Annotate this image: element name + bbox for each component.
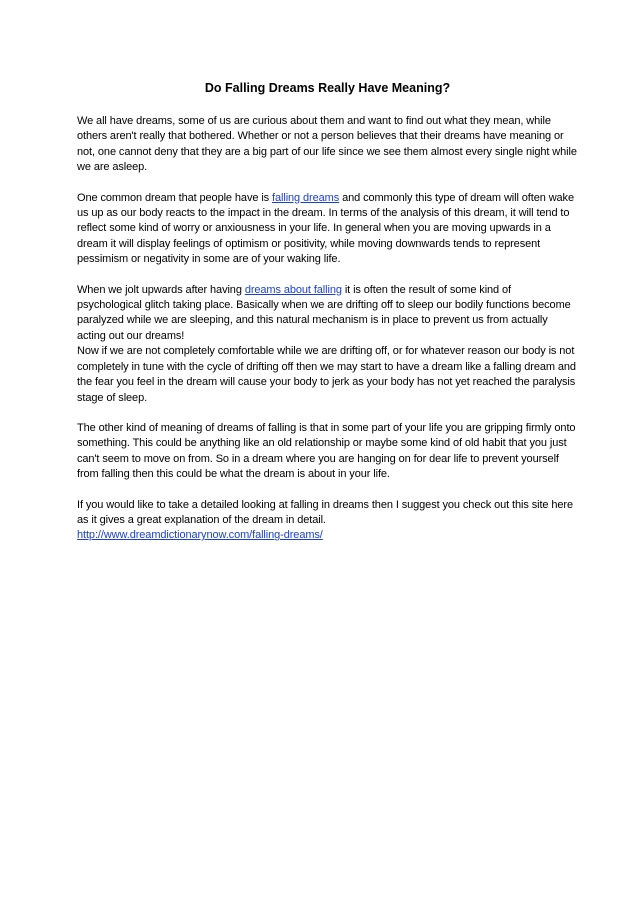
- paragraph-intro: We all have dreams, some of us are curious about them and want to find out what they mean, while others aren't really that bothered. Whether or not a person believes that their dreams have meaning or not, one cannot deny that they are a big part of our life since we see them almost every single night while we are asleep.: [77, 115, 577, 174]
- paragraph-not-comfortable: Now if we are not completely comfortable while we are drifting off, or for whatever reason our body is not completely in tune with the cycle of drifting off then we may start to have a dream like a falling dream and the fear you feel in the dream will cause your body to jerk as your body has not yet reached the paralysis stage of sleep.: [77, 345, 576, 404]
- paragraph-jolt-upwards: [77, 283, 578, 345]
- dreams-about-falling-link[interactable]: dreams about falling: [244, 283, 342, 296]
- falling-dreams-link[interactable]: falling dreams: [272, 191, 340, 204]
- paragraph-other-meaning: The other kind of meaning of dreams of falling is that in some part of your life you are gripping firmly onto something. This could be anything like an old relationship or maybe some kind of old habit that you just can't seem to move on from. So in a dream where you are hanging on for dear life to prevent yourself from falling then this could be what the dream is about in your life.: [77, 421, 576, 481]
- paragraph-text: When we jolt upwards after having: [77, 283, 245, 296]
- paragraph-text: If you would like to take a detailed looking at falling in dreams then I suggest you check out this site here as it gives a great explanation of the dream in detail.: [77, 498, 574, 526]
- paragraph-text: and commonly this type of dream will often wake us up as our body reacts to the impact in the dream. In terms of the analysis of this dream, it will tend to reflect some kind of worry or anxiousness in your life. In general when you are moving upwards in a dream it will display feelings of optimism or positivity, while moving downwards tends to represent pessimism or negativity in some are of your waking life.: [77, 191, 574, 266]
- paragraph-text: One common dream that people have is: [77, 191, 273, 204]
- paragraph-text: it is often the result of some kind of psychological glitch taking place. Basically when we are drifting off to sleep our bodily functions become paralyzed while we are sleeping, and this natural mechanism is in place to prevent us from actually acting out our dreams!: [77, 283, 571, 342]
- paragraph-common-dream: [77, 191, 578, 268]
- paragraph-conclusion: [77, 498, 578, 544]
- document-title: Do Falling Dreams Really Have Meaning?: [204, 81, 451, 95]
- dream-dictionary-url-link[interactable]: http://www.dreamdictionarynow.com/falling-dreams/: [77, 529, 323, 542]
